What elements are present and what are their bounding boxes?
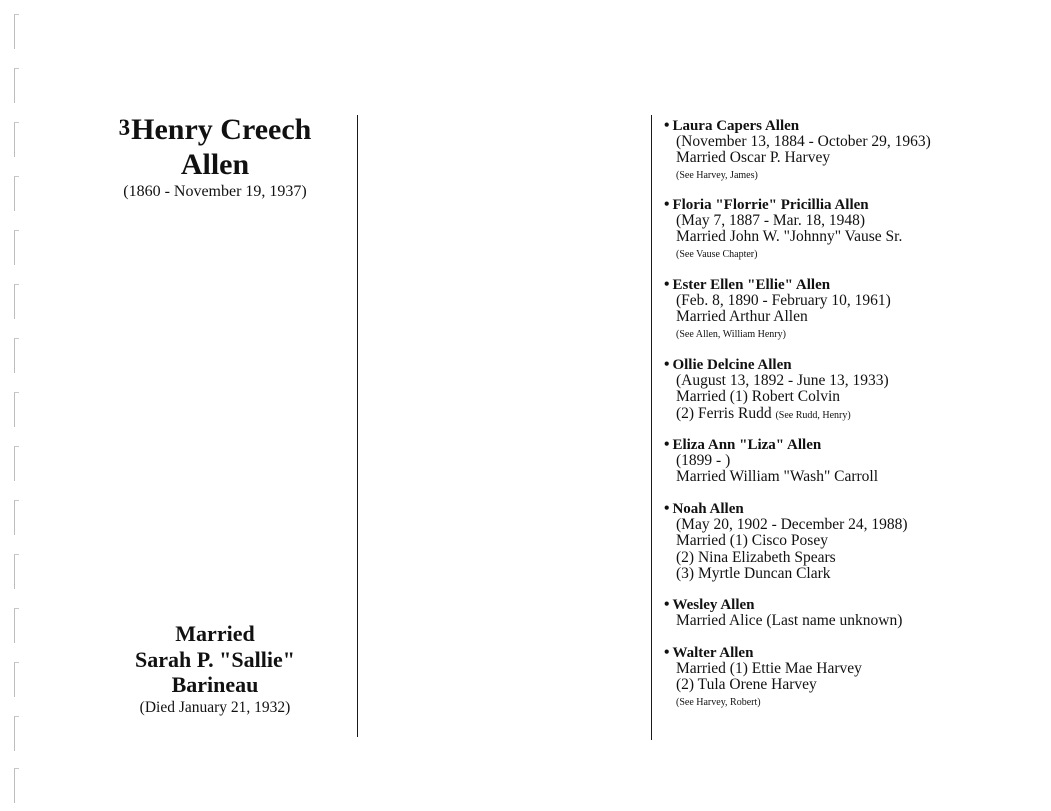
child-entry bbox=[664, 501, 1044, 582]
child-dates: (August 13, 1892 - June 13, 1933) bbox=[676, 372, 889, 390]
left-divider-line bbox=[357, 115, 358, 737]
child-entry bbox=[664, 437, 1044, 486]
binder-mark bbox=[14, 608, 19, 643]
child-name: Ester Ellen "Ellie" Allen bbox=[672, 277, 831, 293]
child-dates: (May 7, 1887 - Mar. 18, 1948) bbox=[676, 212, 865, 230]
child-name: Floria "Florrie" Pricillia Allen bbox=[672, 197, 869, 213]
child-dates: (1899 - ) bbox=[676, 452, 731, 470]
spouse-died: (Died January 21, 1932) bbox=[139, 698, 291, 716]
person-dates: (1860 - November 19, 1937) bbox=[123, 183, 307, 200]
bullet: • bbox=[664, 117, 670, 134]
bullet: • bbox=[664, 276, 670, 293]
person-block bbox=[90, 113, 340, 202]
binder-mark bbox=[14, 284, 19, 319]
child-note: (See Allen, William Henry) bbox=[676, 328, 786, 340]
child-entry bbox=[664, 597, 1044, 629]
bullet: • bbox=[664, 356, 670, 373]
child-entry bbox=[664, 277, 1044, 343]
person-name-line1: Henry Creech bbox=[131, 113, 312, 146]
spouse-block bbox=[90, 621, 340, 717]
child-married: Married Oscar P. Harvey bbox=[676, 149, 831, 167]
child-entry bbox=[664, 357, 1044, 424]
generation-number: 3 bbox=[118, 115, 131, 140]
child-married-3: (3) Myrtle Duncan Clark bbox=[676, 564, 831, 582]
child-entry bbox=[664, 645, 1044, 711]
child-entry bbox=[664, 118, 1044, 184]
binder-mark bbox=[14, 122, 19, 157]
binder-mark bbox=[14, 230, 19, 265]
binder-mark bbox=[14, 554, 19, 589]
child-dates: (November 13, 1884 - October 29, 1963) bbox=[676, 133, 931, 151]
binder-mark bbox=[14, 338, 19, 373]
child-name: Laura Capers Allen bbox=[672, 118, 800, 134]
child-married-2: (2) Nina Elizabeth Spears bbox=[676, 548, 836, 566]
binder-mark bbox=[14, 176, 19, 211]
child-married: Married William "Wash" Carroll bbox=[676, 468, 879, 486]
bullet: • bbox=[664, 196, 670, 213]
child-married: Married (1) Robert Colvin bbox=[676, 388, 841, 406]
spouse-label: Married bbox=[175, 621, 255, 646]
child-note: (See Harvey, James) bbox=[676, 169, 758, 181]
bullet: • bbox=[664, 500, 670, 517]
child-married: Married Arthur Allen bbox=[676, 308, 808, 326]
child-married-2: (2) Tula Orene Harvey bbox=[676, 676, 817, 694]
child-note: (See Harvey, Robert) bbox=[676, 696, 761, 708]
child-married: Married Alice (Last name unknown) bbox=[676, 612, 903, 630]
person-name-line2: Allen bbox=[180, 148, 250, 181]
bullet: • bbox=[664, 644, 670, 661]
child-name: Wesley Allen bbox=[672, 597, 755, 613]
binder-mark bbox=[14, 768, 19, 803]
binder-mark bbox=[14, 68, 19, 103]
child-married: Married John W. "Johnny" Vause Sr. bbox=[676, 228, 903, 246]
child-name: Noah Allen bbox=[672, 501, 744, 517]
child-entry bbox=[664, 197, 1044, 263]
binder-mark bbox=[14, 500, 19, 535]
child-dates: (Feb. 8, 1890 - February 10, 1961) bbox=[676, 292, 891, 310]
child-note: (See Vause Chapter) bbox=[676, 248, 758, 260]
binder-mark bbox=[14, 662, 19, 697]
binder-mark bbox=[14, 392, 19, 427]
child-married: Married (1) Cisco Posey bbox=[676, 532, 828, 550]
binder-mark bbox=[14, 14, 19, 49]
child-name: Eliza Ann "Liza" Allen bbox=[672, 437, 822, 453]
binder-mark bbox=[14, 446, 19, 481]
spouse-name-line1: Sarah P. "Sallie" bbox=[135, 646, 295, 672]
child-note: (See Rudd, Henry) bbox=[775, 409, 851, 421]
bullet: • bbox=[664, 596, 670, 613]
binder-mark bbox=[14, 716, 19, 751]
child-married: Married (1) Ettie Mae Harvey bbox=[676, 660, 862, 678]
child-married-2-text: (2) Ferris Rudd bbox=[676, 404, 772, 422]
child-married-2 bbox=[664, 406, 1044, 424]
bullet: • bbox=[664, 436, 670, 453]
child-dates: (May 20, 1902 - December 24, 1988) bbox=[676, 516, 908, 534]
right-divider-line bbox=[651, 115, 652, 740]
person-name bbox=[90, 113, 340, 148]
spouse-name-line2: Barineau bbox=[171, 672, 259, 697]
child-name: Ollie Delcine Allen bbox=[672, 357, 792, 373]
child-name: Walter Allen bbox=[672, 645, 754, 661]
